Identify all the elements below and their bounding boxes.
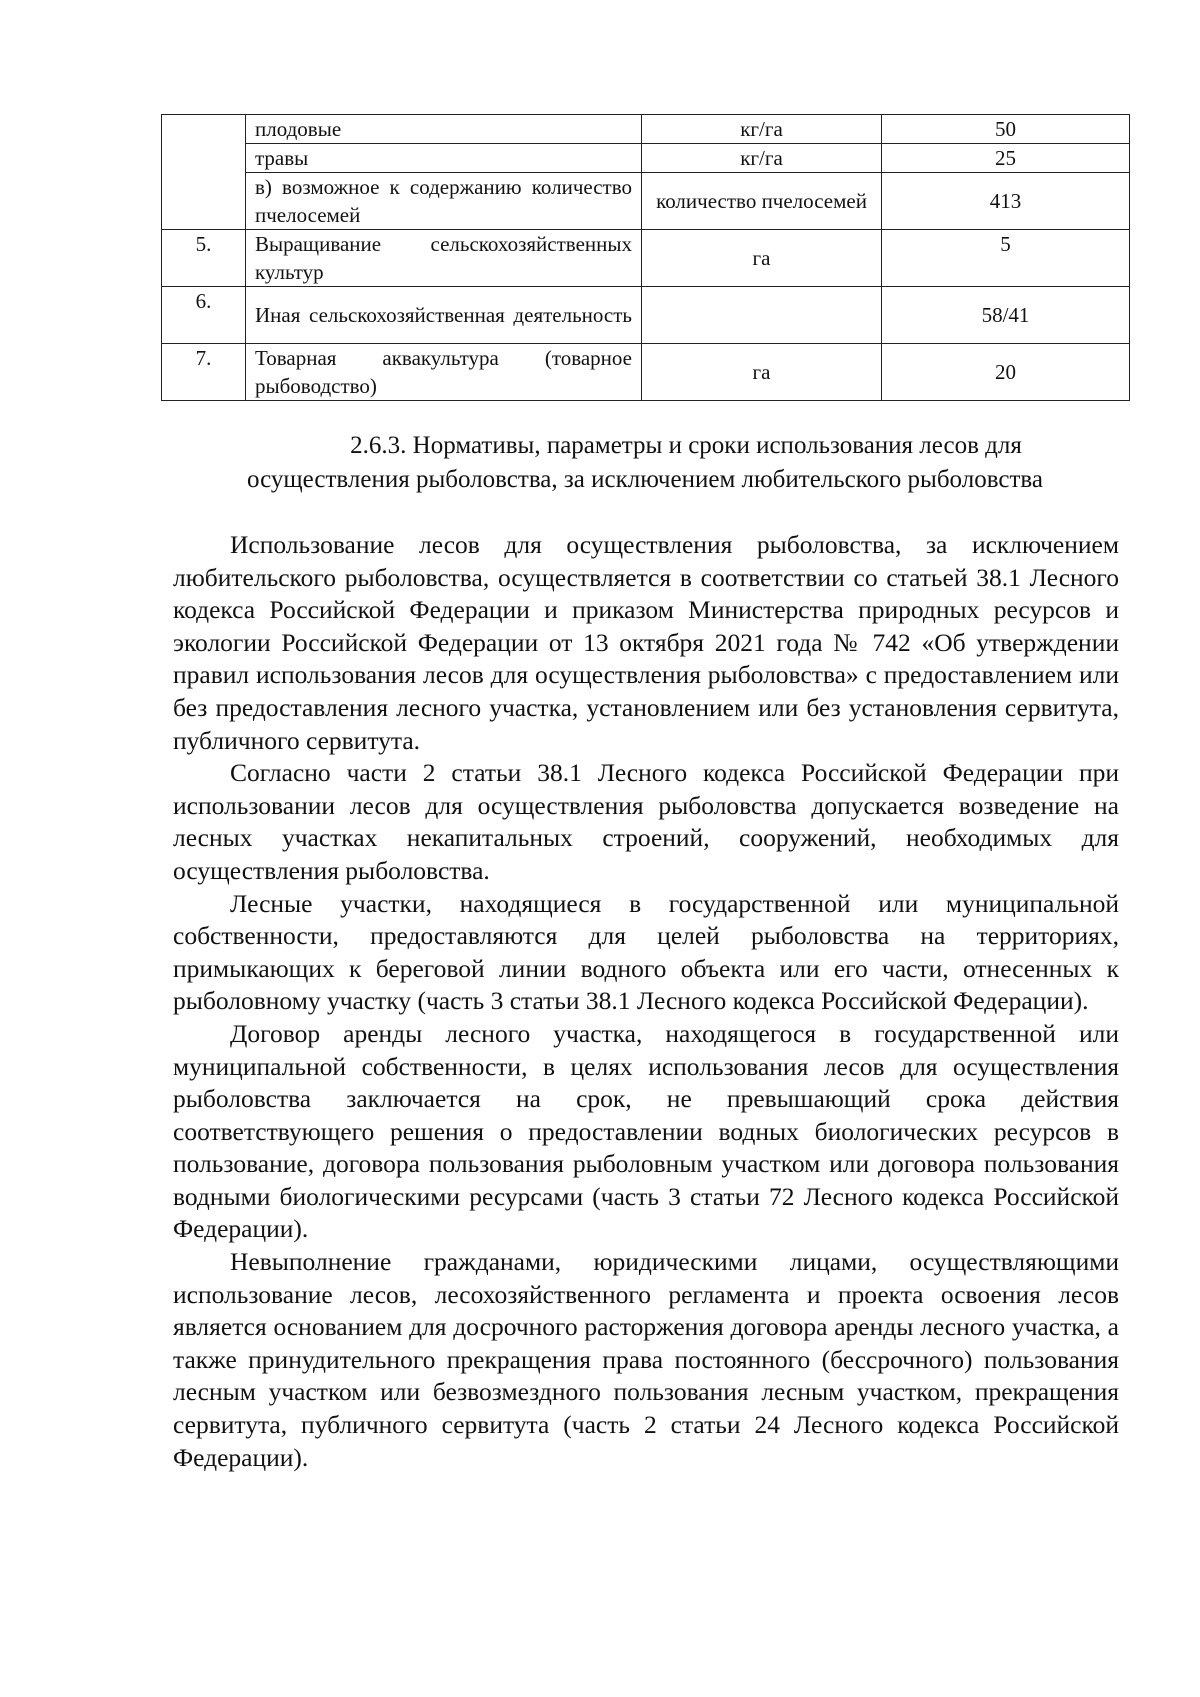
row-unit-cell: га — [642, 230, 882, 287]
row-value-cell: 58/41 — [882, 287, 1130, 344]
row-name-cell: травы — [246, 144, 642, 173]
paragraph: Согласно части 2 статьи 38.1 Лесного кодекса Российской Федерации при использовании лесов для осуществления рыболовства допускается возведение на лесных участках некапитальных строений, сооружений, необходимых для осуществления рыболовства. — [173, 758, 1119, 885]
row-unit-cell: кг/га — [642, 115, 882, 144]
table-row — [162, 115, 1130, 144]
row-number-cell: 6. — [162, 287, 246, 344]
paragraph: Невыполнение гражданами, юридическими лицами, осуществляющими использование лесов, лесохозяйственного регламента и проекта освоения лесов является основанием для досрочного расторжения договора аренды лесного участка, а также принудительного прекращения права постоянного (бессрочного) пользования лесным участком или безвозмездного пользования лесным участком, прекращения сервитута, публичного сервитута (часть 2 статьи 24 Лесного кодекса Российской Федерации). — [173, 1247, 1119, 1472]
row-value-cell: 413 — [882, 173, 1130, 230]
row-value-cell: 5 — [882, 230, 1130, 287]
table-row — [162, 230, 1130, 287]
row-name-cell: Выращивание сельскохозяйственных культур — [246, 230, 642, 287]
paragraph: Лесные участки, находящиеся в государственной или муниципальной собственности, предоставляются для целей рыболовства на территориях, примыкающих к береговой линии водного объекта или его части, отнесенных к рыболовному участку (часть 3 статьи 38.1 Лесного кодекса Российской Федерации). — [173, 888, 1119, 1016]
table-row — [162, 144, 1130, 173]
paragraph: Договор аренды лесного участка, находящегося в государственной или муниципальной собственности, в целях использования лесов для осуществления рыболовства заключается на срок, не превышающий срока действия соответствующего решения о предоставлении водных биологических ресурсов в пользование, договора пользования рыболовным участком или договора пользования водными биологическими ресурсами (часть 3 статьи 72 Лесного кодекса Российской Федерации). — [173, 1018, 1119, 1244]
paragraph: Использование лесов для осуществления рыболовства, за исключением любительского рыболовства, осуществляется в соответствии со статьей 38.1 Лесного кодекса Российской Федерации и приказом Министерства природных ресурсов и экологии Российской Федерации от 13 октября 2021 года № 742 «Об утверждении правил использования лесов для осуществления рыболовства» с предоставлением или без предоставления лесного участка, установлением или без установления сервитута, публичного сервитута. — [173, 530, 1119, 755]
row-unit-cell — [642, 287, 882, 344]
row-name-cell: плодовые — [246, 115, 642, 144]
row-unit-cell: количество пчелосемей — [642, 173, 882, 230]
table-row — [162, 173, 1130, 230]
row-number-cell — [162, 115, 246, 230]
row-number-cell: 5. — [162, 230, 246, 287]
row-value-cell: 50 — [882, 115, 1130, 144]
section-heading — [161, 429, 1129, 497]
table-row — [162, 344, 1130, 401]
row-value-cell: 25 — [882, 144, 1130, 173]
table-row — [162, 287, 1130, 344]
section-heading-line-1: 2.6.3. Нормативы, параметры и сроки использования лесов для — [350, 432, 1022, 459]
body-text — [173, 529, 1119, 1474]
row-number-cell: 7. — [162, 344, 246, 401]
section-heading-line-2: осуществления рыболовства, за исключением любительского рыболовства — [247, 466, 1043, 493]
data-table — [161, 114, 1130, 401]
row-name-cell: Иная сельскохозяйственная деятельность — [246, 287, 642, 344]
row-unit-cell: га — [642, 344, 882, 401]
row-name-cell: в) возможное к содержанию количество пчелосемей — [246, 173, 642, 230]
row-value-cell: 20 — [882, 344, 1130, 401]
row-unit-cell: кг/га — [642, 144, 882, 173]
row-name-cell: Товарная аквакультура (товарное рыбоводство) — [246, 344, 642, 401]
